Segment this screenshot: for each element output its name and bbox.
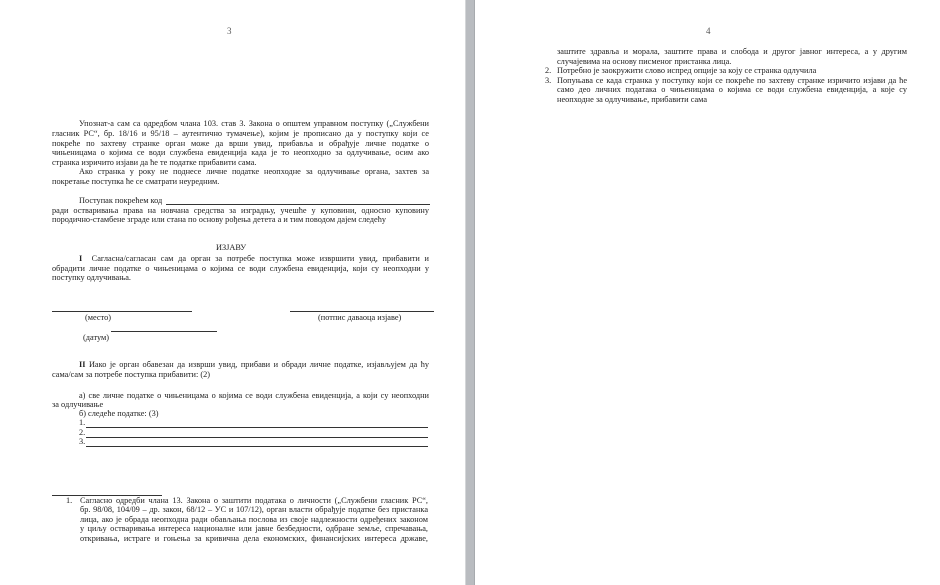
text-line: Ако странка у року не поднесе личне податке неопходне за одлучивање органа, захтев за — [79, 167, 429, 176]
text-line: покретање поступка ће се сматрати неуредним. — [52, 177, 220, 186]
signer-label: (потпис даваоца изјаве) — [318, 313, 402, 322]
text-line: обрадити личне податке о чињеницама о којима се води службена евиденција, који су неопходни у — [52, 264, 429, 273]
text-line: откривања, истраге и гоњења за кривична дела економских, финансијских интереса државе, — [80, 534, 428, 543]
text-line: случајевима на основу писменог пристанка лица. — [557, 57, 732, 66]
text-line: странка изричито изјави да ће те податке прибавити сама. — [52, 158, 257, 167]
place-label: (место) — [85, 313, 112, 322]
text-line: Сагласно одредби члана 13. Закона о заштити података о личности („Службени гласник РС“, — [80, 496, 428, 505]
place-line[interactable] — [52, 311, 192, 312]
text-line: неопходне за одлучивање, прибавити сама — [557, 95, 708, 104]
text-line: Упознат-а сам са одредбом члана 103. став 3. Закона о општем управном поступку („Службени — [79, 119, 429, 128]
option-a: а) све личне податке о чињеницама о којима се води службена евиденција, а који су неопходни — [79, 391, 429, 400]
text-line: поступку одлучивања. — [52, 273, 131, 282]
text-line: у циљу остваривања интереса националне или јавне безбедности, одбране земље, спречавања, — [80, 524, 428, 533]
text-line: ради остваривања права на новчана средства за изградњу, учешће у куповини, односно куповину — [52, 206, 429, 215]
text-line: чињеницама о којима се води службена евиденција када је то неопходно за одлучивање, осим ако — [52, 148, 429, 157]
footnote-number: 2. — [545, 66, 552, 75]
text-line: Попуњава се када странка у поступку који се покреће по захтеву странке изричито изјави да ће — [557, 76, 907, 85]
text-line: гласник РС“, бр. 18/16 и 95/18 – аутентично тумачење), којим је прописано да у поступку који се — [52, 129, 429, 138]
item-fill-line[interactable] — [86, 437, 428, 438]
item-number: 3. — [79, 437, 86, 446]
text-line: бр. 98/08, 104/09 – др. закон, 68/12 – УС и 107/12), орган власти обрађује податке без пристанка — [80, 505, 428, 514]
text-line: лица, ако је обрада неопходна ради обављања послова из своје надлежности одређених законом — [80, 515, 428, 524]
text-line: породично-стамбене зграде или стана по основу рођења детета а и тим поводом дајем следећу — [52, 215, 386, 224]
text-line: покреће по захтеву странке орган може да врши увид, прибавља и обрађује личне податке о — [52, 139, 429, 148]
signature-line[interactable] — [290, 311, 434, 312]
procedure-fill-line[interactable] — [166, 204, 430, 205]
text-line: Потребно је заокружити слово испред опције за коју се странка одлучила — [557, 66, 817, 75]
page-separator — [465, 0, 475, 585]
procedure-label: Поступак покрећем код — [79, 196, 163, 205]
item-number: 1. — [79, 418, 86, 427]
text-line — [79, 254, 429, 264]
document-page-3 — [0, 0, 465, 585]
text-line: заштите здравља и морала, заштите права и слобода и другог јавног интереса, а у другим — [557, 47, 907, 56]
option-a-cont: за одлучивање — [52, 400, 104, 409]
document-title: ИЗЈАВУ — [216, 243, 247, 252]
option-b: б) следеће податке: (3) — [79, 409, 159, 418]
text-line: сама/сам за потребе поступка прибавити: (2) — [52, 370, 211, 379]
text: Иако је орган обавезан да изврши увид, прибави и обради личне податке, изјављујем да ћу — [88, 360, 429, 369]
page-number: 3 — [227, 26, 232, 36]
date-label: (датум) — [83, 333, 110, 342]
item-fill-line[interactable] — [86, 427, 428, 428]
date-line[interactable] — [111, 331, 217, 332]
document-page-4 — [475, 0, 940, 585]
text-line: само део личних података о чињеницама о којима се води службена евиденција, а које су — [557, 85, 907, 94]
page-number: 4 — [706, 26, 711, 36]
text-line — [79, 360, 429, 370]
text: Сагласна/сагласан сам да орган за потребе поступка може извршити увид, прибавити и — [91, 254, 429, 263]
item-fill-line[interactable] — [86, 446, 428, 447]
section-numeral: I — [79, 254, 83, 263]
item-number: 2. — [79, 428, 86, 437]
section-numeral: II — [79, 360, 86, 369]
footnote-number: 3. — [545, 76, 552, 85]
footnote-number: 1. — [66, 496, 73, 505]
